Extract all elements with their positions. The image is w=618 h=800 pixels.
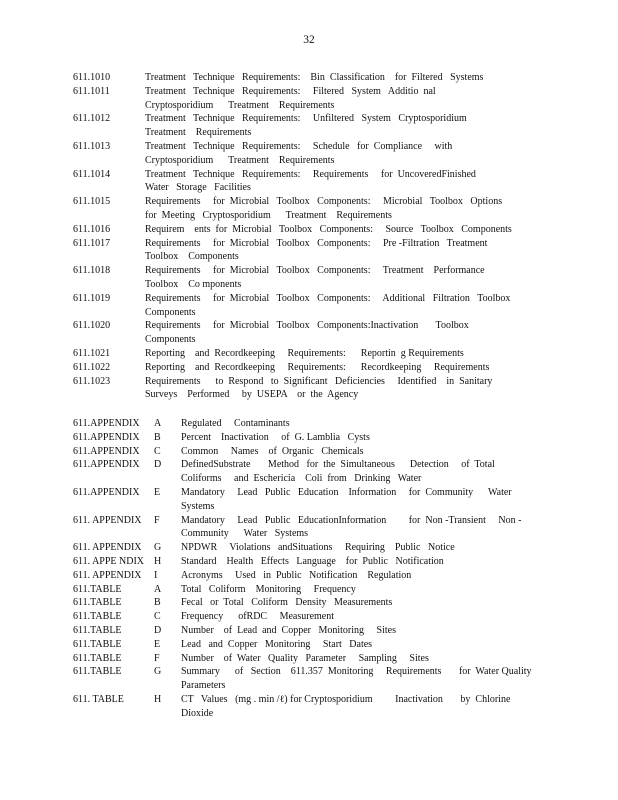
entry-title-line: Systems xyxy=(181,500,215,512)
entry-letter: H xyxy=(154,694,162,705)
entry-letter: I xyxy=(154,569,158,581)
entry-letter: F xyxy=(154,652,160,664)
entry-title xyxy=(145,140,452,168)
entry-title-line: Requirements to Respond to Significant Deficiencies Identified in Sanitary xyxy=(145,375,493,387)
entry-letter: C xyxy=(154,445,161,457)
page-number: 32 xyxy=(303,34,315,46)
entry-title-line: Mandatory Lead Public Education Information for Community Water xyxy=(181,487,512,498)
entry-title-line: Lead and Copper Monitoring Start Dates xyxy=(181,638,373,650)
entry-code: 611.1017 xyxy=(73,237,111,249)
entry-title-line: Components xyxy=(145,306,196,318)
entry-title xyxy=(145,237,487,265)
entry-title xyxy=(181,610,334,624)
entry-title-line: Percent Inactivation of G. Lamblia Cysts xyxy=(181,431,370,443)
entry-code: 611.1021 xyxy=(73,348,111,359)
entry-code: 611.1013 xyxy=(73,141,111,152)
entry-title-line: Toolbox Co mponents xyxy=(145,278,242,290)
entry-title-line: Treatment Requirements xyxy=(145,127,252,139)
entry-title-line: Requirements for Microbial Toolbox Components: Microbial Toolbox Options xyxy=(145,196,503,208)
entry-code: 611.1012 xyxy=(73,113,111,125)
entry-title-line: Treatment Technique Requirements: Bin Classification for Filtered Systems xyxy=(145,72,484,83)
entry-letter: E xyxy=(154,638,161,650)
entry-title xyxy=(181,665,532,693)
entry-title xyxy=(181,583,356,597)
entry-letter: E xyxy=(154,487,161,498)
entry-title xyxy=(145,85,436,113)
entry-letter: A xyxy=(154,418,162,429)
entry-title-line: Coliforms and Eschericia Coli from Drinking Water xyxy=(181,473,422,485)
entry-title-line: Parameters xyxy=(181,680,226,692)
entry-title-line: Requirements for Microbial Toolbox Components: Additional Filtration Toolbox xyxy=(145,292,511,304)
entry-title-line: Reporting and Recordkeeping Requirements: Recordkeeping Requirements xyxy=(145,361,490,373)
entry-title-line: Regulated Contaminants xyxy=(181,418,290,429)
entry-code: 611.APPENDIX xyxy=(73,487,140,498)
entry-title xyxy=(181,555,444,569)
entry-title xyxy=(181,652,429,666)
entry-code: 611.1022 xyxy=(73,361,111,373)
entry-title xyxy=(181,445,364,459)
entry-code: 611.TABLE xyxy=(73,625,122,636)
entry-letter: B xyxy=(154,431,161,443)
entry-code: 611.TABLE xyxy=(73,638,122,650)
entry-title-line: Cryptosporidium Treatment Requirements xyxy=(145,99,335,111)
entry-code: 611.1011 xyxy=(73,85,110,97)
entry-code: 611.TABLE xyxy=(73,652,122,664)
entry-title-line: Standard Health Effects Language for Public Notification xyxy=(181,556,444,567)
entry-title-line: Requirem ents for Microbial Toolbox Components: Source Toolbox Components xyxy=(145,223,512,235)
entry-title xyxy=(181,417,290,431)
entry-letter: B xyxy=(154,597,161,609)
entry-title-line: Reporting and Recordkeeping Requirements: Reportin g Requirements xyxy=(145,348,464,359)
entry-title-line: Treatment Technique Requirements: Filtered System Additio nal xyxy=(145,85,436,97)
entry-code: 611.TABLE xyxy=(73,597,122,609)
entry-title xyxy=(145,375,492,403)
entry-title-line: Summary of Section 611.357 Monitoring Requirements for Water Quality xyxy=(181,666,532,678)
entry-title-line: Requirements for Microbial Toolbox Components:Inactivation Toolbox xyxy=(145,320,469,332)
entry-title-line: Toolbox Components xyxy=(145,251,239,263)
entry-code: 611.APPENDIX xyxy=(73,445,140,457)
entry-title-line: for Meeting Cryptosporidium Treatment Requirements xyxy=(145,209,392,221)
entry-code: 611.APPENDIX xyxy=(73,459,140,471)
entry-code: 611.TABLE xyxy=(73,666,122,678)
entry-title xyxy=(145,71,483,85)
entry-code: 611.1019 xyxy=(73,292,111,304)
entry-title-line: Water Storage Facilities xyxy=(145,182,251,194)
entry-title xyxy=(181,431,370,445)
entry-title xyxy=(145,292,510,320)
entry-title xyxy=(145,195,502,223)
entry-code: 611.1016 xyxy=(73,223,111,235)
entry-code: 611.1018 xyxy=(73,265,111,277)
entry-code: 611.TABLE xyxy=(73,583,122,595)
entry-title xyxy=(181,486,512,514)
entry-title-line: Frequency ofRDC Measurement xyxy=(181,611,335,623)
entry-code: 611.TABLE xyxy=(73,611,122,623)
entry-title-line: Common Names of Organic Chemicals xyxy=(181,445,364,457)
entry-title-line: Surveys Performed by USEPA or the Agency xyxy=(145,389,359,401)
entry-title xyxy=(145,361,489,375)
entry-title-line: Treatment Technique Requirements: Unfiltered System Cryptosporidium xyxy=(145,113,467,125)
entry-title xyxy=(181,514,521,542)
entry-title xyxy=(181,458,495,486)
entry-letter: D xyxy=(154,459,162,471)
entry-title-line: Requirements for Microbial Toolbox Components: Treatment Performance xyxy=(145,265,485,277)
entry-code: 611. APPE NDIX xyxy=(73,556,145,567)
entry-code: 611.APPENDIX xyxy=(73,418,140,429)
entry-title-line: Dioxide xyxy=(181,707,214,719)
entry-title xyxy=(145,264,485,292)
entry-title xyxy=(145,168,476,196)
entry-title xyxy=(181,638,372,652)
entry-title-line: Treatment Technique Requirements: Schedule for Compliance with xyxy=(145,141,453,152)
entry-title xyxy=(181,693,510,721)
entry-title-line: Requirements for Microbial Toolbox Components: Pre -Filtration Treatment xyxy=(145,237,488,249)
entry-letter: F xyxy=(154,514,160,526)
entry-title-line: CT Values (mg . min /ℓ) for Cryptosporidium Inactivation by Chlorine xyxy=(181,694,511,705)
entry-title-line: DefinedSubstrate Method for the Simultaneous Detection of Total xyxy=(181,459,495,471)
entry-title-line: Mandatory Lead Public EducationInformation for Non -Transient Non - xyxy=(181,514,522,526)
entry-title-line: Cryptosporidium Treatment Requirements xyxy=(145,154,335,166)
entry-code: 611.1023 xyxy=(73,375,111,387)
entry-code: 611. APPENDIX xyxy=(73,569,142,581)
entry-title-line: Fecal or Total Coliform Density Measurements xyxy=(181,597,393,609)
entry-code: 611. APPENDIX xyxy=(73,514,142,526)
entry-letter: C xyxy=(154,611,161,623)
entry-title-line: Components xyxy=(145,334,196,346)
entry-title xyxy=(181,596,392,610)
entry-code: 611.APPENDIX xyxy=(73,431,140,443)
entry-letter: G xyxy=(154,542,162,554)
entry-letter: G xyxy=(154,666,162,678)
entry-title-line: NPDWR Violations andSituations Requiring Public Notice xyxy=(181,542,455,554)
entry-code: 611.1015 xyxy=(73,196,111,208)
entry-title xyxy=(181,569,411,583)
entry-code: 611.1010 xyxy=(73,72,111,83)
entry-title xyxy=(145,112,467,140)
entry-title-line: Total Coliform Monitoring Frequency xyxy=(181,583,356,595)
entry-title-line: Community Water Systems xyxy=(181,528,309,540)
entry-code: 611. APPENDIX xyxy=(73,542,142,554)
entry-letter: D xyxy=(154,625,162,636)
entry-title-line: Number of Water Quality Parameter Sampling Sites xyxy=(181,652,429,664)
entry-title xyxy=(145,347,464,361)
entry-title-line: Treatment Technique Requirements: Requirements for UncoveredFinished xyxy=(145,168,476,180)
entry-code: 611. TABLE xyxy=(73,694,124,705)
entry-title xyxy=(145,223,512,237)
entry-title xyxy=(145,319,469,347)
entry-letter: H xyxy=(154,556,162,567)
entry-code: 611.1014 xyxy=(73,168,111,180)
entry-title xyxy=(181,541,455,555)
entry-title xyxy=(181,624,396,638)
entry-title-line: Number of Lead and Copper Monitoring Sites xyxy=(181,625,396,636)
entry-code: 611.1020 xyxy=(73,320,111,332)
entry-title-line: Acronyms Used in Public Notification Regulation xyxy=(181,569,412,581)
entry-letter: A xyxy=(154,583,162,595)
